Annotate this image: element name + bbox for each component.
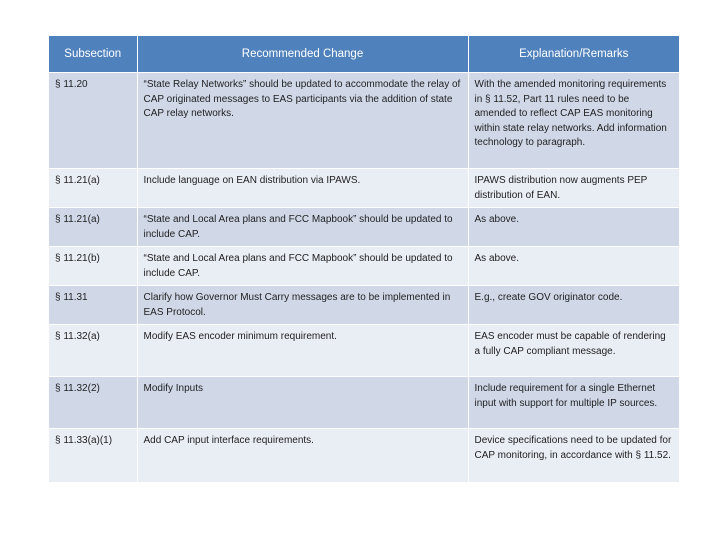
table-row [49,377,679,429]
cell-remarks: With the amended monitoring requirements in § 11.52, Part 11 rules need to be amended to reflect CAP EAS monitoring within state relay networks. Add information technology to paragraph. [468,73,679,169]
cell-change: Include language on EAN distribution via IPAWS. [137,169,468,208]
cell-subsection: § 11.31 [49,286,137,325]
table-row [49,325,679,377]
cell-subsection: § 11.32(a) [49,325,137,377]
table-row [49,286,679,325]
cell-remarks: As above. [468,247,679,286]
header-subsection: Subsection [49,36,137,73]
recommendations-table-container [49,36,679,482]
cell-subsection: § 11.32(2) [49,377,137,429]
cell-subsection: § 11.21(a) [49,208,137,247]
table-row [49,429,679,482]
cell-subsection: § 11.21(a) [49,169,137,208]
cell-remarks: EAS encoder must be capable of rendering a fully CAP compliant message. [468,325,679,377]
cell-subsection: § 11.21(b) [49,247,137,286]
cell-remarks: E.g., create GOV originator code. [468,286,679,325]
cell-change: “State and Local Area plans and FCC Mapbook” should be updated to include CAP. [137,208,468,247]
table-row [49,208,679,247]
cell-change: “State Relay Networks” should be updated to accommodate the relay of CAP originated messages to EAS participants via the addition of state CAP relay networks. [137,73,468,169]
table-header-row [49,36,679,73]
cell-change: “State and Local Area plans and FCC Mapbook” should be updated to include CAP. [137,247,468,286]
cell-subsection: § 11.33(a)(1) [49,429,137,482]
cell-change: Add CAP input interface requirements. [137,429,468,482]
header-explanation-remarks: Explanation/Remarks [468,36,679,73]
table-row [49,73,679,169]
cell-remarks: Include requirement for a single Ethernet input with support for multiple IP sources. [468,377,679,429]
cell-remarks: As above. [468,208,679,247]
cell-subsection: § 11.20 [49,73,137,169]
cell-remarks: IPAWS distribution now augments PEP distribution of EAN. [468,169,679,208]
cell-change: Modify EAS encoder minimum requirement. [137,325,468,377]
cell-change: Modify Inputs [137,377,468,429]
table-row [49,247,679,286]
cell-change: Clarify how Governor Must Carry messages are to be implemented in EAS Protocol. [137,286,468,325]
recommendations-table [49,36,679,482]
table-row [49,169,679,208]
header-recommended-change: Recommended Change [137,36,468,73]
cell-remarks: Device specifications need to be updated for CAP monitoring, in accordance with § 11.52. [468,429,679,482]
